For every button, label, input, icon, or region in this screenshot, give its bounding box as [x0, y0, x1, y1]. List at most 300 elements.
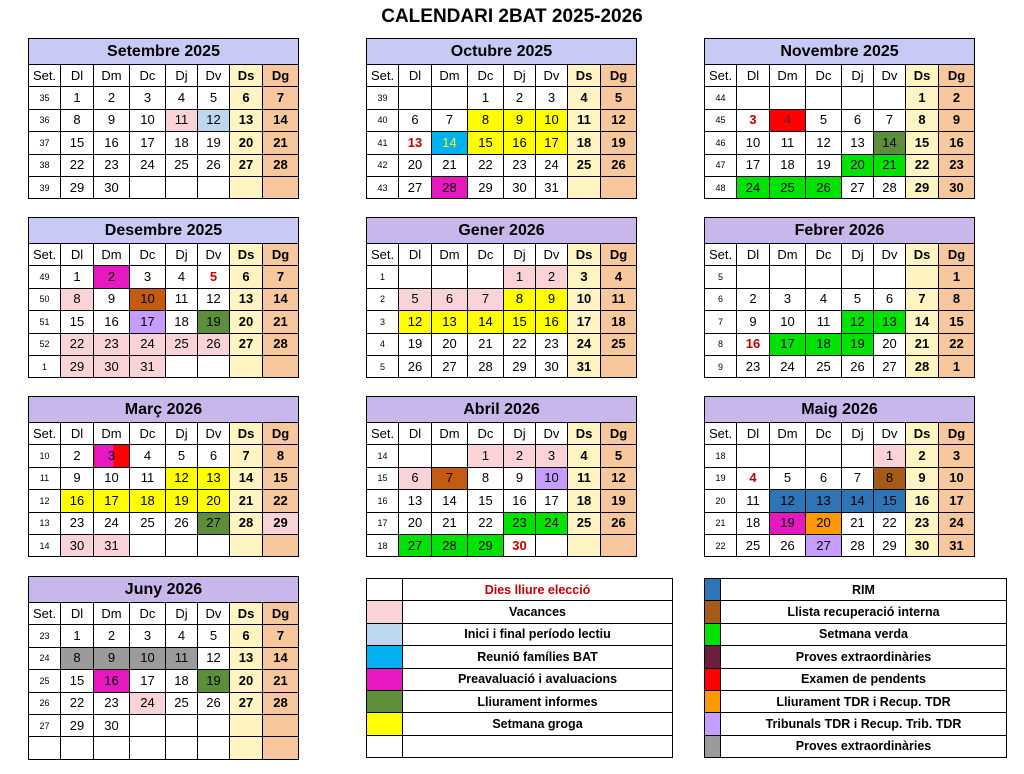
- day-cell: 14: [263, 647, 299, 669]
- day-cell: 19: [399, 333, 432, 355]
- week-row: [29, 467, 299, 489]
- day-cell: 18: [770, 154, 806, 176]
- day-cell: 12: [770, 490, 806, 512]
- legend-label: Proves extraordinàries: [721, 646, 1007, 668]
- weekday-label: Dj: [504, 65, 536, 87]
- day-cell: 21: [230, 490, 263, 512]
- day-cell: 27: [842, 176, 874, 198]
- day-cell: [806, 87, 842, 109]
- week-row: [29, 670, 299, 692]
- day-cell: 3: [939, 445, 975, 467]
- week-row: [29, 625, 299, 647]
- day-cell: 29: [504, 355, 536, 377]
- day-cell: 3: [130, 266, 166, 288]
- day-cell: [737, 445, 770, 467]
- day-cell: [198, 355, 230, 377]
- day-cell: [601, 176, 637, 198]
- day-cell: 7: [874, 109, 906, 131]
- day-cell: 9: [94, 647, 130, 669]
- weekday-label: Dg: [601, 65, 637, 87]
- day-cell: 29: [263, 512, 299, 534]
- weekday-label: Dv: [536, 423, 568, 445]
- week-row: [29, 512, 299, 534]
- day-cell: [166, 534, 198, 556]
- day-cell: 1: [61, 266, 94, 288]
- week-number: 6: [705, 288, 737, 310]
- day-cell: [906, 266, 939, 288]
- day-cell: 10: [536, 467, 568, 489]
- weekday-label: Dc: [806, 423, 842, 445]
- day-cell: 19: [601, 490, 637, 512]
- week-row: [29, 109, 299, 131]
- day-cell: 8: [468, 467, 504, 489]
- week-row: [367, 109, 637, 131]
- day-cell: [230, 737, 263, 759]
- day-cell: 5: [166, 445, 198, 467]
- day-cell: [166, 176, 198, 198]
- day-cell: 25: [601, 333, 637, 355]
- week-number: 15: [367, 467, 399, 489]
- day-cell: [874, 266, 906, 288]
- day-cell: 30: [536, 355, 568, 377]
- day-cell: 3: [130, 87, 166, 109]
- day-cell: 2: [94, 266, 130, 288]
- legend-swatch: [367, 690, 403, 712]
- legend-row: [705, 668, 1007, 690]
- day-cell: 14: [874, 132, 906, 154]
- day-cell: 13: [230, 109, 263, 131]
- weekday-label: Set.: [367, 423, 399, 445]
- day-cell: 9: [939, 109, 975, 131]
- weekday-label: Ds: [230, 603, 263, 625]
- day-cell: 12: [601, 467, 637, 489]
- day-cell: 22: [263, 490, 299, 512]
- month-header-row: [29, 39, 299, 65]
- day-cell: 8: [61, 288, 94, 310]
- day-cell: 24: [94, 512, 130, 534]
- day-cell: [230, 534, 263, 556]
- day-cell: 22: [468, 512, 504, 534]
- legend-row: [705, 623, 1007, 645]
- week-number: 37: [29, 132, 61, 154]
- weekday-label: Dc: [806, 244, 842, 266]
- weekday-label: Set.: [367, 244, 399, 266]
- day-cell: 20: [399, 154, 432, 176]
- day-cell: 23: [94, 333, 130, 355]
- weekday-label: Dj: [166, 603, 198, 625]
- month-name: Maig 2026: [705, 397, 975, 423]
- weekday-label: Dc: [468, 65, 504, 87]
- day-cell: 7: [432, 467, 468, 489]
- day-cell: 8: [939, 288, 975, 310]
- week-row: [705, 132, 975, 154]
- day-cell: [263, 714, 299, 736]
- day-cell: 23: [94, 154, 130, 176]
- legend-label: Llista recuperació interna: [721, 601, 1007, 623]
- day-cell: 18: [166, 311, 198, 333]
- day-cell: 13: [432, 311, 468, 333]
- day-cell: 14: [468, 311, 504, 333]
- legend-label: Setmana groga: [403, 713, 673, 735]
- week-number: 2: [367, 288, 399, 310]
- week-number: 5: [705, 266, 737, 288]
- day-cell: 10: [568, 288, 601, 310]
- day-cell: 17: [130, 132, 166, 154]
- day-cell: 6: [230, 87, 263, 109]
- month-table: [28, 38, 299, 199]
- day-cell: 15: [263, 467, 299, 489]
- day-cell: 5: [198, 625, 230, 647]
- weekday-label: Dv: [874, 423, 906, 445]
- day-cell: 4: [166, 625, 198, 647]
- day-cell: 2: [61, 445, 94, 467]
- day-cell: 8: [61, 647, 94, 669]
- week-number: 8: [705, 333, 737, 355]
- day-cell: 19: [166, 490, 198, 512]
- day-cell: 9: [61, 467, 94, 489]
- day-cell: 9: [504, 109, 536, 131]
- week-number: 41: [367, 132, 399, 154]
- week-row: [367, 467, 637, 489]
- day-cell: 21: [874, 154, 906, 176]
- month-table: [366, 38, 637, 199]
- weekday-label: Dv: [874, 65, 906, 87]
- day-cell: 30: [906, 534, 939, 556]
- weekday-label: Dj: [842, 423, 874, 445]
- week-number: 35: [29, 87, 61, 109]
- day-cell: 6: [806, 467, 842, 489]
- day-cell: 26: [198, 692, 230, 714]
- day-cell: 24: [536, 512, 568, 534]
- month-name: Juny 2026: [29, 577, 299, 603]
- day-cell: 2: [94, 87, 130, 109]
- day-cell: [432, 266, 468, 288]
- week-row: [705, 87, 975, 109]
- day-cell: 2: [536, 266, 568, 288]
- day-cell: 28: [432, 534, 468, 556]
- weekday-label: Dg: [939, 423, 975, 445]
- weekday-label: Ds: [906, 65, 939, 87]
- day-cell: 5: [601, 445, 637, 467]
- day-cell: 18: [806, 333, 842, 355]
- day-cell: 28: [230, 512, 263, 534]
- day-cell: 4: [568, 445, 601, 467]
- day-cell: 25: [166, 692, 198, 714]
- day-cell: 1: [874, 445, 906, 467]
- day-cell: [568, 534, 601, 556]
- legend-row: [705, 713, 1007, 735]
- day-cell: 28: [263, 154, 299, 176]
- week-number: 9: [705, 355, 737, 377]
- legend-label: RIM: [721, 579, 1007, 601]
- day-cell: 25: [568, 154, 601, 176]
- weekday-label: Set.: [29, 603, 61, 625]
- weekday-label: Dv: [874, 244, 906, 266]
- day-cell: 2: [504, 445, 536, 467]
- week-number: 13: [29, 512, 61, 534]
- day-cell: 18: [737, 512, 770, 534]
- weekday-label: Dm: [432, 423, 468, 445]
- day-cell: 5: [399, 288, 432, 310]
- day-cell: 4: [166, 87, 198, 109]
- week-number: 14: [367, 445, 399, 467]
- month-table: [704, 38, 975, 199]
- week-row: [705, 154, 975, 176]
- day-cell: 12: [166, 467, 198, 489]
- day-cell: 28: [842, 534, 874, 556]
- week-row: [705, 534, 975, 556]
- day-cell: 2: [504, 87, 536, 109]
- day-cell: 7: [906, 288, 939, 310]
- day-cell: [94, 737, 130, 759]
- legend-swatch: [705, 713, 721, 735]
- day-cell: 21: [263, 132, 299, 154]
- weekday-label: Dl: [737, 244, 770, 266]
- legend-swatch: [367, 646, 403, 668]
- day-cell: 12: [601, 109, 637, 131]
- day-cell: 24: [737, 176, 770, 198]
- week-number: 14: [29, 534, 61, 556]
- day-cell: [601, 355, 637, 377]
- day-cell: 5: [770, 467, 806, 489]
- day-cell: 26: [399, 355, 432, 377]
- day-cell: 29: [468, 176, 504, 198]
- day-cell: 10: [130, 109, 166, 131]
- week-row: [705, 333, 975, 355]
- week-row: [367, 490, 637, 512]
- day-cell: 7: [263, 266, 299, 288]
- day-cell: 24: [130, 154, 166, 176]
- day-cell: 9: [906, 467, 939, 489]
- week-number: 16: [367, 490, 399, 512]
- weekday-label: Dl: [399, 423, 432, 445]
- legend-label: Lliurament TDR i Recup. TDR: [721, 690, 1007, 712]
- week-number: 44: [705, 87, 737, 109]
- legend-label: Examen de pendents: [721, 668, 1007, 690]
- week-number: 36: [29, 109, 61, 131]
- week-number: 22: [705, 534, 737, 556]
- day-cell: 19: [198, 132, 230, 154]
- weekday-row: [705, 65, 975, 87]
- weekday-label: Set.: [705, 65, 737, 87]
- week-row: [705, 512, 975, 534]
- day-cell: 5: [842, 288, 874, 310]
- day-cell: [770, 445, 806, 467]
- week-row: [705, 311, 975, 333]
- day-cell: [842, 87, 874, 109]
- day-cell: 11: [737, 490, 770, 512]
- day-cell: [601, 534, 637, 556]
- day-cell: [130, 737, 166, 759]
- day-cell: [536, 534, 568, 556]
- day-cell: 20: [230, 311, 263, 333]
- legend-swatch: [367, 601, 403, 623]
- day-cell: 19: [770, 512, 806, 534]
- week-row: [29, 333, 299, 355]
- day-cell: 24: [536, 154, 568, 176]
- legend-left-table: [366, 578, 673, 758]
- day-cell: 16: [504, 132, 536, 154]
- month-table: [704, 396, 975, 557]
- weekday-label: Dl: [61, 65, 94, 87]
- day-cell: [263, 737, 299, 759]
- weekday-label: Dj: [504, 244, 536, 266]
- day-cell: 9: [94, 288, 130, 310]
- page-title: CALENDARI 2BAT 2025-2026: [381, 6, 643, 27]
- legend-label: [403, 735, 673, 757]
- day-cell: 31: [536, 176, 568, 198]
- legend-row: [367, 579, 673, 601]
- day-cell: 23: [737, 355, 770, 377]
- day-cell: 11: [601, 288, 637, 310]
- day-cell: 16: [737, 333, 770, 355]
- day-cell: 14: [263, 288, 299, 310]
- weekday-label: Dv: [536, 65, 568, 87]
- weekday-label: Dl: [61, 244, 94, 266]
- day-cell: 15: [468, 490, 504, 512]
- day-cell: 17: [94, 490, 130, 512]
- day-cell: 26: [770, 534, 806, 556]
- day-cell: 26: [198, 333, 230, 355]
- day-cell: 2: [906, 445, 939, 467]
- weekday-label: Dg: [601, 423, 637, 445]
- day-cell: 23: [939, 154, 975, 176]
- day-cell: 14: [432, 132, 468, 154]
- weekday-label: Dm: [94, 65, 130, 87]
- legend-swatch: [367, 713, 403, 735]
- legend-label: Tribunals TDR i Recup. Trib. TDR: [721, 713, 1007, 735]
- day-cell: 10: [939, 467, 975, 489]
- day-cell: 26: [198, 154, 230, 176]
- day-cell: 12: [198, 647, 230, 669]
- week-row: [367, 512, 637, 534]
- week-number: 12: [29, 490, 61, 512]
- day-cell: [770, 266, 806, 288]
- day-cell: 11: [166, 109, 198, 131]
- legend-label: Inici i final período lectiu: [403, 623, 673, 645]
- day-cell: 12: [399, 311, 432, 333]
- week-row: [29, 490, 299, 512]
- day-cell: [842, 266, 874, 288]
- legend-row: [705, 646, 1007, 668]
- weekday-label: Dm: [770, 423, 806, 445]
- legend-swatch: [367, 579, 403, 601]
- day-cell: [230, 355, 263, 377]
- day-cell: 16: [61, 490, 94, 512]
- weekday-label: Dm: [94, 423, 130, 445]
- week-number: 40: [367, 109, 399, 131]
- legend-swatch: [705, 690, 721, 712]
- week-number: 43: [367, 176, 399, 198]
- day-cell: 17: [568, 311, 601, 333]
- day-cell: [737, 87, 770, 109]
- day-cell: 21: [432, 154, 468, 176]
- day-cell: 15: [504, 311, 536, 333]
- legend-row: [367, 668, 673, 690]
- weekday-label: Dm: [770, 244, 806, 266]
- day-cell: 10: [770, 311, 806, 333]
- day-cell: 12: [842, 311, 874, 333]
- week-number: 11: [29, 467, 61, 489]
- week-number: 19: [705, 467, 737, 489]
- week-row: [705, 176, 975, 198]
- week-row: [29, 132, 299, 154]
- day-cell: 6: [432, 288, 468, 310]
- day-cell: [399, 445, 432, 467]
- week-row: [367, 288, 637, 310]
- day-cell: 26: [601, 154, 637, 176]
- legend-label: Setmana verda: [721, 623, 1007, 645]
- weekday-label: Ds: [906, 244, 939, 266]
- day-cell: [198, 714, 230, 736]
- legend-row: [705, 579, 1007, 601]
- day-cell: 12: [198, 109, 230, 131]
- week-row: [367, 445, 637, 467]
- day-cell: 19: [601, 132, 637, 154]
- day-cell: [263, 176, 299, 198]
- weekday-label: Set.: [705, 423, 737, 445]
- day-cell: 12: [198, 288, 230, 310]
- day-cell: 29: [906, 176, 939, 198]
- legend-swatch: [367, 623, 403, 645]
- week-number: 38: [29, 154, 61, 176]
- day-cell: 16: [504, 490, 536, 512]
- month-name: Novembre 2025: [705, 39, 975, 65]
- day-cell: 10: [94, 467, 130, 489]
- week-row: [29, 288, 299, 310]
- day-cell: 28: [874, 176, 906, 198]
- day-cell: 21: [842, 512, 874, 534]
- day-cell: 8: [906, 109, 939, 131]
- day-cell: 20: [230, 670, 263, 692]
- day-cell: 18: [601, 311, 637, 333]
- day-cell: [230, 714, 263, 736]
- day-cell: 22: [939, 333, 975, 355]
- weekday-label: Dg: [601, 244, 637, 266]
- day-cell: 2: [737, 288, 770, 310]
- month-header-row: [367, 397, 637, 423]
- day-cell: 26: [601, 512, 637, 534]
- day-cell: 31: [939, 534, 975, 556]
- day-cell: 15: [468, 132, 504, 154]
- weekday-label: Dc: [130, 603, 166, 625]
- day-cell: 20: [399, 512, 432, 534]
- day-cell: 20: [230, 132, 263, 154]
- day-cell: 22: [61, 692, 94, 714]
- day-cell: [737, 266, 770, 288]
- day-cell: 30: [939, 176, 975, 198]
- day-cell: [130, 714, 166, 736]
- week-row: [367, 176, 637, 198]
- week-row: [705, 467, 975, 489]
- weekday-label: Dc: [130, 423, 166, 445]
- month-name: Setembre 2025: [29, 39, 299, 65]
- weekday-label: Dj: [166, 65, 198, 87]
- weekday-label: Ds: [568, 65, 601, 87]
- legend-row: [367, 690, 673, 712]
- day-cell: 5: [198, 266, 230, 288]
- legend-row: [367, 623, 673, 645]
- day-cell: 23: [536, 333, 568, 355]
- legend-swatch: [705, 668, 721, 690]
- day-cell: 15: [61, 311, 94, 333]
- day-cell: [399, 87, 432, 109]
- day-cell: 27: [399, 534, 432, 556]
- day-cell: 11: [806, 311, 842, 333]
- day-cell: 3: [130, 625, 166, 647]
- day-cell: 3: [737, 109, 770, 131]
- weekday-label: Dl: [399, 65, 432, 87]
